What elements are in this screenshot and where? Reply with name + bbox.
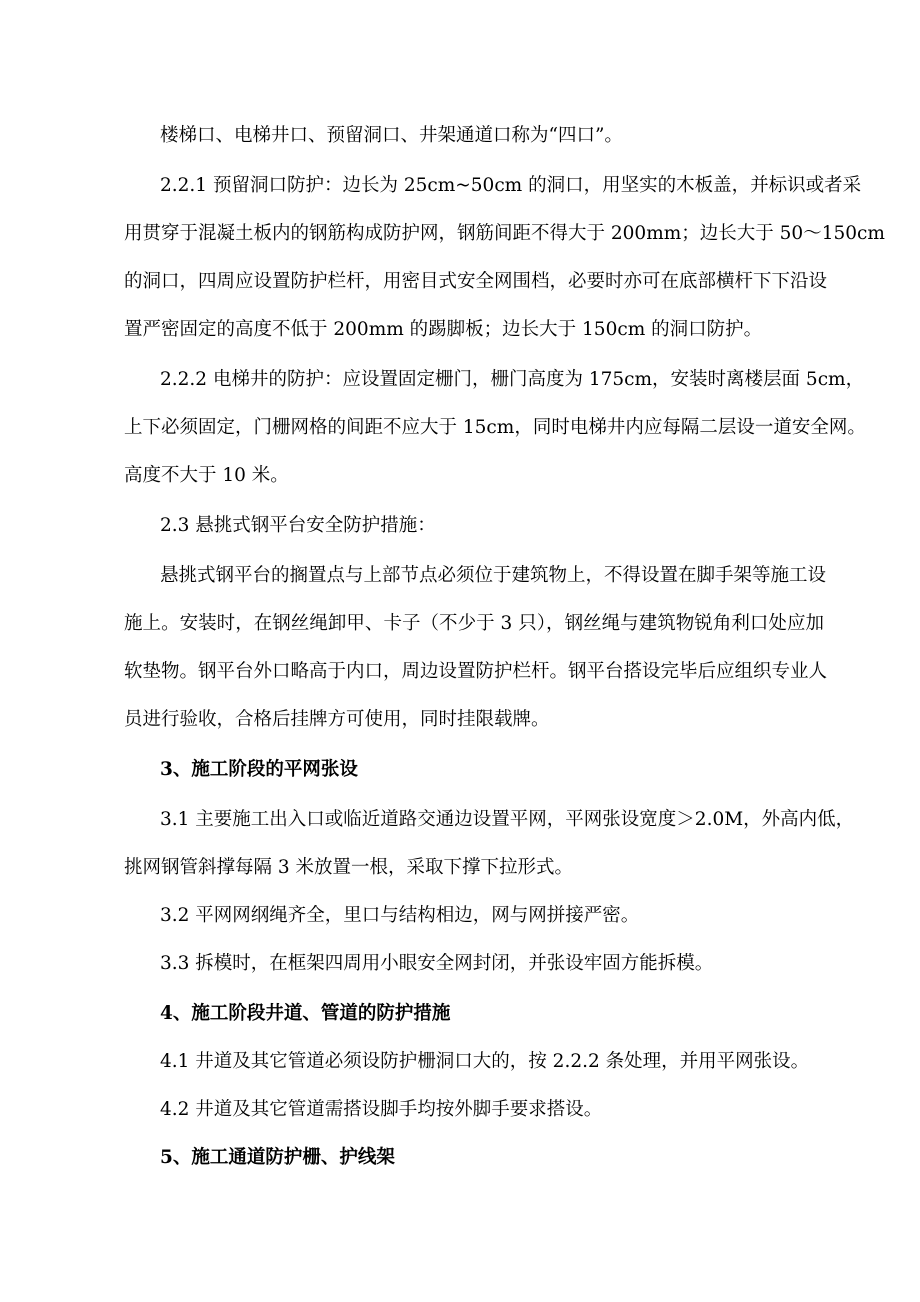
paragraph-four-openings: 楼梯口、电梯井口、预留洞口、井架通道口称为“四口”。 bbox=[160, 125, 623, 146]
section-3-1-line-1: 3.1 主要施工出入口或临近道路交通边设置平网，平网张设宽度＞2.0M，外高内低， bbox=[160, 809, 855, 830]
section-3-heading: 3、施工阶段的平网张设 bbox=[160, 759, 358, 780]
section-4-1: 4.1 井道及其它管道必须设防护栅洞口大的，按 2.2.2 条处理，并用平网张设。 bbox=[160, 1051, 810, 1072]
section-4-heading: 4、施工阶段井道、管道的防护措施 bbox=[160, 1003, 451, 1024]
section-4-2: 4.2 井道及其它管道需搭设脚手均按外脚手要求搭设。 bbox=[160, 1099, 603, 1120]
section-2-3-line-2: 施上。安装时，在钢丝绳卸甲、卡子（不少于 3 只），钢丝绳与建筑物锐角利口处应加 bbox=[124, 613, 824, 634]
section-3-1-line-2: 挑网钢管斜撑每隔 3 米放置一根，采取下撑下拉形式。 bbox=[124, 857, 574, 878]
section-2-2-1-line-2: 用贯穿于混凝土板内的钢筋构成防护网，钢筋间距不得大于 200mm；边长大于 50～150cm bbox=[124, 223, 885, 244]
section-5-heading: 5、施工通道防护栅、护线架 bbox=[160, 1147, 395, 1168]
section-2-2-1-line-4: 置严密固定的高度不低于 200mm 的踢脚板；边长大于 150cm 的洞口防护。 bbox=[124, 319, 763, 340]
section-3-3: 3.3 拆模时，在框架四周用小眼安全网封闭，并张设牢固方能拆模。 bbox=[160, 953, 714, 974]
section-2-2-1-line-3: 的洞口，四周应设置防护栏杆，用密目式安全网围档，必要时亦可在底部横杆下下沿设 bbox=[124, 271, 828, 292]
section-3-2: 3.2 平网网纲绳齐全，里口与结构相边，网与网拼接严密。 bbox=[160, 905, 640, 926]
section-2-3-line-3: 软垫物。钢平台外口略高于内口，周边设置防护栏杆。钢平台搭设完毕后应组织专业人 bbox=[124, 661, 828, 682]
section-2-2-2-line-1: 2.2.2 电梯井的防护：应设置固定栅门，栅门高度为 175cm，安装时离楼层面 5cm， bbox=[160, 369, 865, 390]
section-2-3-heading: 2.3 悬挑式钢平台安全防护措施： bbox=[160, 515, 436, 536]
section-2-3-line-1: 悬挑式钢平台的搁置点与上部节点必须位于建筑物上，不得设置在脚手架等施工设 bbox=[160, 565, 827, 586]
section-2-2-1-line-1: 2.2.1 预留洞口防护：边长为 25cm~50cm 的洞口，用坚实的木板盖，并标识或者采 bbox=[160, 175, 862, 196]
section-2-2-2-line-2: 上下必须固定，门栅网格的间距不应大于 15cm，同时电梯井内应每隔二层设一道安全网。 bbox=[124, 417, 866, 438]
section-2-2-2-line-3: 高度不大于 10 米。 bbox=[124, 465, 289, 486]
section-2-3-line-4: 员进行验收，合格后挂牌方可使用，同时挂限载牌。 bbox=[124, 709, 550, 730]
